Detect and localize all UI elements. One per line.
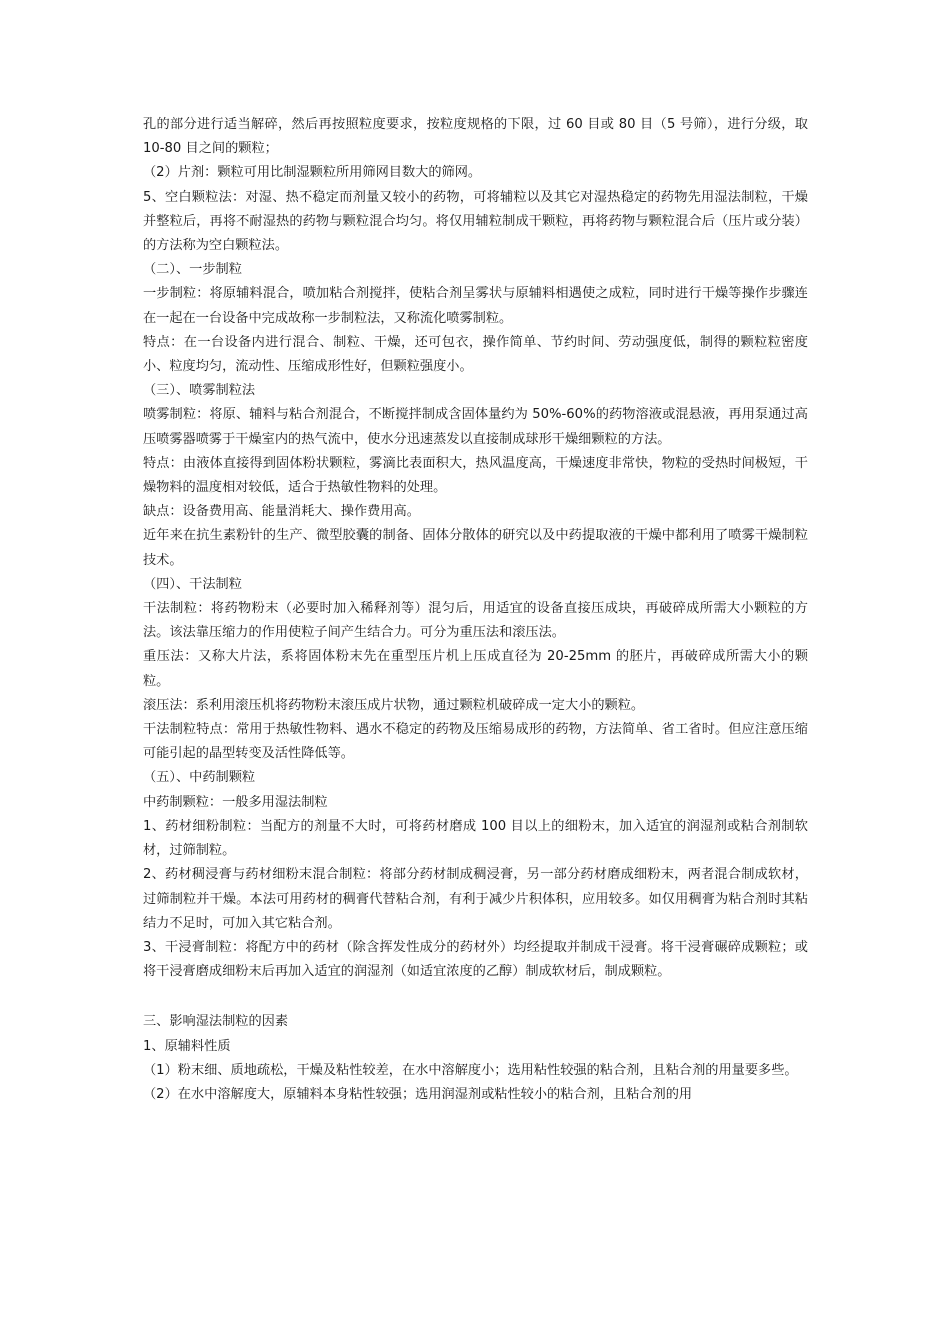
paragraph: 一步制粒：将原辅料混合，喷加粘合剂搅拌，使粘合剂呈雾状与原辅料相遇使之成粒，同时进行干燥等操作步骤连在一起在一台设备中完成故称一步制粒法，又称流化喷雾制粒。 xyxy=(143,286,808,326)
blank-line xyxy=(143,984,808,1010)
paragraph: 5、空白颗粒法：对湿、热不稳定而剂量又较小的药物，可将辅粒以及其它对湿热稳定的药物先用湿法制粒，干燥并整粒后，再将不耐湿热的药物与颗粒混合均匀。将仅用辅粒制成干颗粒，再将药物与颗粒混合后（压片或分装）的方法称为空白颗粒法。 xyxy=(143,189,808,254)
paragraph: 重压法：又称大片法，系将固体粉末先在重型压片机上压成直径为 20-25mm 的胚片，再破碎成所需大小的颗粒。 xyxy=(143,649,808,689)
paragraph: 近年来在抗生素粉针的生产、微型胶囊的制备、固体分散体的研究以及中药提取液的干燥中都利用了喷雾干燥制粒技术。 xyxy=(143,528,808,568)
section-heading: （三）、喷雾制粒法 xyxy=(143,383,256,399)
paragraph: 滚压法：系利用滚压机将药物粉末滚压成片状物，通过颗粒机破碎成一定大小的颗粒。 xyxy=(143,697,645,713)
paragraph: （1）粉末细、质地疏松，干燥及粘性较差，在水中溶解度小；选用粘性较强的粘合剂，且粘合剂的用量要多些。 xyxy=(143,1062,798,1078)
paragraph: 干法制粒特点：常用于热敏性物料、遇水不稳定的药物及压缩易成形的药物，方法简单、省工省时。但应注意压缩可能引起的晶型转变及活性降低等。 xyxy=(143,722,808,762)
paragraph: 喷雾制粒：将原、辅料与粘合剂混合，不断搅拌制成含固体量约为 50%-60%的药物溶液或混悬液，再用泵通过高压喷雾器喷雾于干燥室内的热气流中，使水分迅速蒸发以直接制成球形干燥细颗粒的方法。 xyxy=(143,407,808,447)
paragraph: 特点：由液体直接得到固体粉状颗粒，雾滴比表面积大，热风温度高，干燥速度非常快，物粒的受热时间极短，干燥物料的温度相对较低，适合于热敏性物料的处理。 xyxy=(143,455,808,496)
section-heading: （二）、一步制粒 xyxy=(143,262,242,278)
paragraph: 特点：在一台设备内进行混合、制粒、干燥，还可包衣，操作简单、节约时间、劳动强度低，制得的颗粒粒密度小、粒度均匀，流动性、压缩成形性好，但颗粒强度小。 xyxy=(143,334,808,375)
paragraph: （2）片剂：颗粒可用比制湿颗粒所用筛网目数大的筛网。 xyxy=(143,165,482,181)
paragraph: 孔的部分进行适当解碎，然后再按照粒度要求，按粒度规格的下限，过 60 目或 80 目（5 号筛），进行分级，取 10-80 目之间的颗粒； xyxy=(143,117,808,157)
paragraph: 2、药材稠浸膏与药材细粉末混合制粒：将部分药材制成稠浸膏，另一部分药材磨成细粉末，两者混合制成软材，过筛制粒并干燥。本法可用药材的稠膏代替粘合剂，有利于减少片积体积，应用较多。如仅用稠膏为粘合剂时其粘结力不足时，可加入其它粘合剂。 xyxy=(143,867,808,931)
section-heading: （四）、干法制粒 xyxy=(143,576,242,592)
paragraph: 3、干浸膏制粒：将配方中的药材（除含挥发性成分的药材外）均经提取并制成干浸膏。将干浸膏碾碎成颗粒；或将干浸膏磨成细粉末后再加入适宜的润湿剂（如适宜浓度的乙醇）制成软材后，制成颗粒。 xyxy=(143,939,808,980)
section-heading: （五）、中药制颗粒 xyxy=(143,770,256,786)
paragraph: （2）在水中溶解度大，原辅料本身粘性较强；选用润湿剂或粘性较小的粘合剂，且粘合剂的用 xyxy=(143,1086,693,1102)
paragraph: 干法制粒：将药物粉末（必要时加入稀释剂等）混匀后，用适宜的设备直接压成块，再破碎成所需大小颗粒的方法。该法靠压缩力的作用使粒子间产生结合力。可分为重压法和滚压法。 xyxy=(143,601,808,641)
section-heading: 三、影响湿法制粒的因素 xyxy=(143,1014,289,1030)
document-body xyxy=(143,113,808,1107)
paragraph: 1、药材细粉制粒：当配方的剂量不大时，可将药材磨成 100 目以上的细粉末，加入适宜的润湿剂或粘合剂制软材，过筛制粒。 xyxy=(143,818,808,859)
paragraph: 缺点：设备费用高、能量消耗大、操作费用高。 xyxy=(143,504,420,520)
paragraph: 中药制颗粒：一般多用湿法制粒 xyxy=(143,794,328,810)
subsection-heading: 1、原辅料性质 xyxy=(143,1038,231,1054)
